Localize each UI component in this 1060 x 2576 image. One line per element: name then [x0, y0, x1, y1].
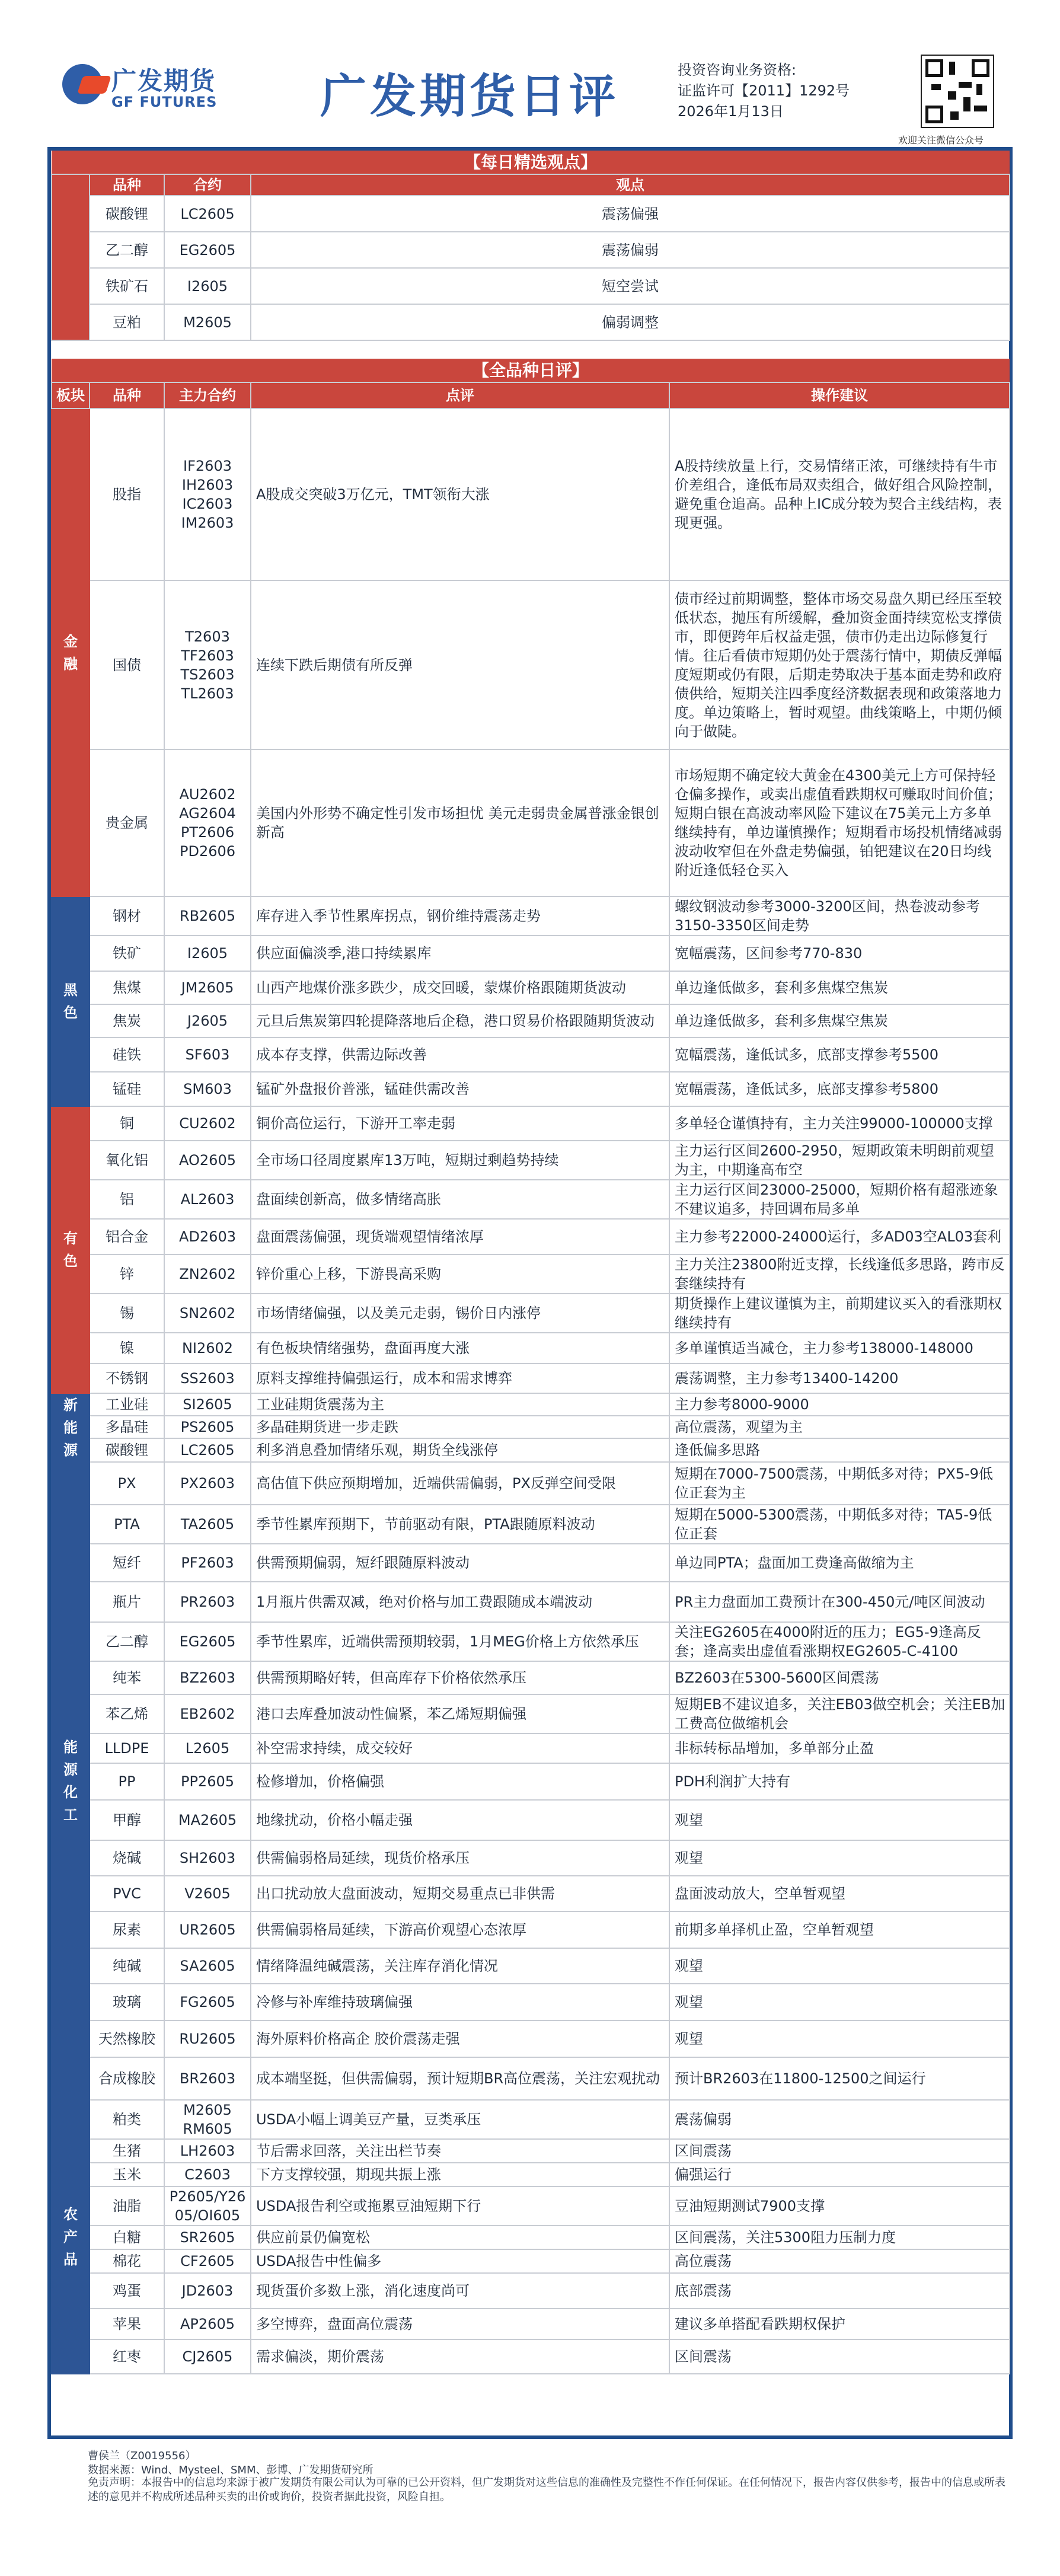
variety-row	[52, 1694, 1010, 1734]
comment-cell: USDA报告利空或拖累豆油短期下行	[251, 2186, 669, 2226]
comment-cell: 下方支撑较强，期现共振上涨	[251, 2163, 669, 2186]
code-cell: RB2605	[164, 896, 251, 936]
header-advice: 操作建议	[669, 382, 1010, 408]
name-cell: 白糖	[90, 2226, 164, 2249]
code-cell: PR2603	[164, 1582, 251, 1622]
all-title: 【全品种日评】	[52, 359, 1010, 382]
advice-cell: 前期多单择机止盈，空单暂观望	[669, 1911, 1010, 1948]
sector-cell-nonferrous	[52, 1106, 90, 1393]
advice-cell: 多单轻仓谨慎持有，主力关注99000-100000支撑	[669, 1106, 1010, 1141]
advice-cell: 螺纹钢波动参考3000-3200区间，热卷波动参考3150-3350区间走势	[669, 896, 1010, 936]
picks-header-code: 合约	[164, 174, 251, 196]
advice-cell: 主力参考8000-9000	[669, 1393, 1010, 1416]
variety-row	[52, 2163, 1010, 2186]
comment-cell: 连续下跌后期债有所反弹	[251, 580, 669, 749]
advice-cell: 观望	[669, 1840, 1010, 1876]
name-cell: 甲醇	[90, 1800, 164, 1840]
footer-disclaimer: 免责声明：本报告中的信息均来源于被广发期货有限公司认为可靠的已公开资料，但广发期货对这些信息的准确性及完整性不作任何保证。在任何情况下，报告内容仅供参考，报告中的信息或所表述的意见并不构成所述品种买卖的出价或询价，投资者据此投资，风险自担。	[88, 2476, 1005, 2503]
sector-cell-agri	[52, 2100, 90, 2374]
comment-cell: 供需偏弱格局延续，下游高价观望心态浓厚	[251, 1911, 669, 1948]
code-cell: NI2602	[164, 1333, 251, 1364]
code-cell: PP2605	[164, 1763, 251, 1800]
picks-header-name: 品种	[90, 174, 164, 196]
advice-cell: 高位震荡	[669, 2249, 1010, 2273]
variety-row	[52, 2139, 1010, 2163]
code-cell: SS2603	[164, 1364, 251, 1393]
name-cell: 股指	[90, 408, 164, 580]
comment-cell: 现货蛋价多数上涨，消化速度尚可	[251, 2273, 669, 2309]
advice-cell: 主力运行区间23000-25000，短期价格有超涨迹象不建议追多，持回调布局多单	[669, 1180, 1010, 1219]
variety-row	[52, 1106, 1010, 1141]
advice-cell: 主力参考22000-24000运行，多AD03空AL03套利	[669, 1219, 1010, 1255]
code-cell: AO2605	[164, 1141, 251, 1180]
name-cell: 多晶硅	[90, 1416, 164, 1438]
footer-author: 曹侯兰（Z0019556）	[88, 2450, 196, 2462]
view-cell: 偏弱调整	[251, 304, 1010, 340]
comment-cell: 供需偏弱格局延续，现货价格承压	[251, 1840, 669, 1876]
name-cell: 乙二醇	[90, 1622, 164, 1661]
logo-mark	[62, 64, 103, 104]
advice-cell: 盘面波动放大，空单暂观望	[669, 1876, 1010, 1911]
sector-label: 农产品	[63, 2206, 78, 2268]
code-cell: SA2605	[164, 1948, 251, 1984]
comment-cell: 港口去库叠加波动性偏紧，苯乙烯短期偏强	[251, 1694, 669, 1734]
page-title: 广发期货日评	[320, 70, 620, 123]
name-cell: 锡	[90, 1294, 164, 1333]
variety-row	[52, 1840, 1010, 1876]
code-cell: JD2603	[164, 2273, 251, 2309]
name-cell: 纯苯	[90, 1661, 164, 1694]
qr-caption: 欢迎关注微信公众号	[898, 135, 984, 146]
variety-row	[52, 1462, 1010, 1505]
advice-cell: 多单谨慎适当减仓，主力参考138000-148000	[669, 1333, 1010, 1364]
name-cell: 钢材	[90, 896, 164, 936]
sector-label: 能源化工	[63, 1739, 78, 1823]
comment-cell: 多空博弈，盘面高位震荡	[251, 2309, 669, 2339]
name-cell: PVC	[90, 1876, 164, 1911]
code-cell: C2603	[164, 2163, 251, 2186]
comment-cell: 美国内外形势不确定性引发市场担忧 美元走弱贵金属普涨金银创新高	[251, 749, 669, 896]
variety-row	[52, 1333, 1010, 1364]
sector-label: 新能源	[63, 1397, 78, 1458]
qr-code-icon	[921, 55, 994, 128]
advice-cell: A股持续放量上行，交易情绪正浓，可继续持有牛市价差组合，逢低布局双卖组合，做好组合风险控制，避免重仓追高。品种上IC成分较为契合主线结构，表现更强。	[669, 408, 1010, 580]
name-cell: 锌	[90, 1255, 164, 1294]
advice-cell: 观望	[669, 2020, 1010, 2057]
comment-cell: 铜价高位运行，下游开工率走弱	[251, 1106, 669, 1141]
variety-row	[52, 1393, 1010, 1416]
name-cell: 短纤	[90, 1544, 164, 1582]
name-cell: 烧碱	[90, 1840, 164, 1876]
code-cell: M2605	[164, 304, 251, 340]
name-cell: 苹果	[90, 2309, 164, 2339]
code-cell: PS2605	[164, 1416, 251, 1438]
code-cell: AP2605	[164, 2309, 251, 2339]
sector-cell-finance	[52, 408, 90, 896]
variety-row	[52, 2249, 1010, 2273]
comment-cell: 检修增加，价格偏强	[251, 1763, 669, 1800]
name-cell: PTA	[90, 1505, 164, 1544]
variety-row	[52, 1661, 1010, 1694]
code-cell: RU2605	[164, 2020, 251, 2057]
advice-cell: 区间震荡	[669, 2339, 1010, 2374]
code-cell: CJ2605	[164, 2339, 251, 2374]
variety-row	[52, 1505, 1010, 1544]
code-cell: P2605/Y26 05/OI605	[164, 2186, 251, 2226]
code-cell: EG2605	[164, 1622, 251, 1661]
name-cell: 红枣	[90, 2339, 164, 2374]
license-label: 投资咨询业务资格:	[678, 62, 797, 78]
comment-cell: 山西产地煤价涨多跌少，成交回暖，蒙煤价格跟随期货波动	[251, 971, 669, 1004]
advice-cell: 豆油短期测试7900支撑	[669, 2186, 1010, 2226]
variety-row	[52, 2186, 1010, 2226]
advice-cell: 单边逢低做多，套利多焦煤空焦炭	[669, 971, 1010, 1004]
name-cell: 铜	[90, 1106, 164, 1141]
picks-row	[52, 268, 1010, 304]
code-cell: CU2602	[164, 1106, 251, 1141]
code-cell: AL2603	[164, 1180, 251, 1219]
all-varieties-table	[51, 359, 1010, 2374]
variety-row	[52, 1294, 1010, 1333]
name-cell: 锰硅	[90, 1072, 164, 1106]
variety-row	[52, 1984, 1010, 2020]
comment-cell: 库存进入季节性累库拐点，钢价维持震荡走势	[251, 896, 669, 936]
variety-row	[52, 408, 1010, 580]
variety-row	[52, 896, 1010, 936]
variety-row	[52, 1948, 1010, 1984]
code-cell: JM2605	[164, 971, 251, 1004]
variety-row	[52, 1364, 1010, 1393]
advice-cell: 预计BR2603在11800-12500之间运行	[669, 2057, 1010, 2100]
picks-table	[51, 151, 1010, 341]
advice-cell: 偏强运行	[669, 2163, 1010, 2186]
name-cell: 棉花	[90, 2249, 164, 2273]
variety-row	[52, 1038, 1010, 1072]
sector-label: 有色	[63, 1230, 78, 1269]
variety-row	[52, 1180, 1010, 1219]
name-cell: 天然橡胶	[90, 2020, 164, 2057]
variety-row	[52, 1800, 1010, 1840]
comment-cell: 供应前景仍偏宽松	[251, 2226, 669, 2249]
code-cell: SH2603	[164, 1840, 251, 1876]
code-cell: SM603	[164, 1072, 251, 1106]
comment-cell: 工业硅期货震荡为主	[251, 1393, 669, 1416]
code-cell: SR2605	[164, 2226, 251, 2249]
code-cell: LH2603	[164, 2139, 251, 2163]
advice-cell: 建议多单搭配看跌期权保护	[669, 2309, 1010, 2339]
name-cell: 鸡蛋	[90, 2273, 164, 2309]
advice-cell: 债市经过前期调整，整体市场交易盘久期已经压至较低状态，抛压有所缓解，叠加资金面持续宽松支撑债市，即便跨年后权益走强，债市仍走出边际修复行情。往后看债市短期仍处于震荡行情中，期债反弹幅度短期或仍有限，后期走势取决于基本面走势和政府债供给，短期关注四季度经济数据表现和政策落地力度。单边策略上，暂时观望。曲线策略上，中期仍倾向于做陡。	[669, 580, 1010, 749]
advice-cell: 逢低偏多思路	[669, 1438, 1010, 1462]
name-cell: 合成橡胶	[90, 2057, 164, 2100]
comment-cell: 供应面偏淡季,港口持续累库	[251, 936, 669, 971]
variety-row	[52, 2057, 1010, 2100]
name-cell: 尿素	[90, 1911, 164, 1948]
code-cell: BR2603	[164, 2057, 251, 2100]
variety-row	[52, 1416, 1010, 1438]
sector-cell-energy	[52, 1462, 90, 2100]
code-cell: MA2605	[164, 1800, 251, 1840]
advice-cell: 底部震荡	[669, 2273, 1010, 2309]
variety-row	[52, 2100, 1010, 2139]
advice-cell: 非标转标品增加，多单部分止盈	[669, 1734, 1010, 1763]
comment-cell: 盘面续创新高，做多情绪高胀	[251, 1180, 669, 1219]
code-cell: AD2603	[164, 1219, 251, 1255]
comment-cell: 供需预期略好转，但高库存下价格依然承压	[251, 1661, 669, 1694]
header-comment: 点评	[251, 382, 669, 408]
variety-row	[52, 2020, 1010, 2057]
advice-cell: 宽幅震荡，区间参考770-830	[669, 936, 1010, 971]
advice-cell: 主力运行区间2600-2950，短期政策未明朗前观望为主，中期逢高布空	[669, 1141, 1010, 1180]
advice-cell: 短期EB不建议追多，关注EB03做空机会；关注EB加工费高位做缩机会	[669, 1694, 1010, 1734]
comment-cell: 季节性累库，近端供需预期较弱，1月MEG价格上方依然承压	[251, 1622, 669, 1661]
variety-row	[52, 749, 1010, 896]
advice-cell: 观望	[669, 1800, 1010, 1840]
name-cell: 苯乙烯	[90, 1694, 164, 1734]
name-cell: PX	[90, 1462, 164, 1505]
advice-cell: 宽幅震荡，逢低试多，底部支撑参考5500	[669, 1038, 1010, 1072]
code-cell: CF2605	[164, 2249, 251, 2273]
comment-cell: 1月瓶片供需双减，绝对价格与加工费跟随成本端波动	[251, 1582, 669, 1622]
sector-label: 金融	[63, 633, 78, 672]
variety-row	[52, 2309, 1010, 2339]
comment-cell: 锌价重心上移，下游畏高采购	[251, 1255, 669, 1294]
code-cell: FG2605	[164, 1984, 251, 2020]
picks-side-bar	[52, 174, 90, 340]
footer-source: 数据来源：Wind、Mysteel、SMM、彭博、广发期货研究所	[88, 2464, 373, 2476]
advice-cell: 观望	[669, 1984, 1010, 2020]
picks-row	[52, 304, 1010, 340]
name-cell: 玻璃	[90, 1984, 164, 2020]
code-cell: TA2605	[164, 1505, 251, 1544]
variety-row	[52, 1219, 1010, 1255]
name-cell: PP	[90, 1763, 164, 1800]
comment-cell: 供需预期偏弱，短纤跟随原料波动	[251, 1544, 669, 1582]
name-cell: 纯碱	[90, 1948, 164, 1984]
sector-cell-black	[52, 896, 90, 1106]
advice-cell: 宽幅震荡，逢低试多，底部支撑参考5800	[669, 1072, 1010, 1106]
license-number: 证监许可【2011】1292号	[678, 82, 850, 99]
name-cell: 生猪	[90, 2139, 164, 2163]
advice-cell: 短期在7000-7500震荡，中期低多对待；PX5-9低位正套为主	[669, 1462, 1010, 1505]
advice-cell: 短期在5000-5300震荡，中期低多对待；TA5-9低位正套	[669, 1505, 1010, 1544]
comment-cell: 多晶硅期货进一步走跌	[251, 1416, 669, 1438]
code-cell: I2605	[164, 268, 251, 304]
name-cell: 不锈钢	[90, 1364, 164, 1393]
code-cell: SI2605	[164, 1393, 251, 1416]
name-cell: 贵金属	[90, 749, 164, 896]
comment-cell: 海外原料价格高企 胶价震荡走强	[251, 2020, 669, 2057]
variety-row	[52, 1004, 1010, 1038]
code-cell: AU2602 AG2604 PT2606 PD2606	[164, 749, 251, 896]
comment-cell: 市场情绪偏强，以及美元走弱，锡价日内涨停	[251, 1294, 669, 1333]
name-cell: 国债	[90, 580, 164, 749]
code-cell: I2605	[164, 936, 251, 971]
name-cell: 铁矿	[90, 936, 164, 971]
logo-text-en: GF FUTURES	[111, 94, 218, 110]
advice-cell: 市场短期不确定较大黄金在4300美元上方可保持轻仓偏多操作，或卖出虚值看跌期权可赚取时间价值；短期白银在高波动率风险下建议在75美元上方多单继续持有，单边谨慎操作；短期看市场投机情绪减弱波动收窄但在外盘走势偏强，铂钯建议在20日均线附近逢低轻仓买入	[669, 749, 1010, 896]
advice-cell: 高位震荡，观望为主	[669, 1416, 1010, 1438]
name-cell: 玉米	[90, 2163, 164, 2186]
comment-cell: 节后需求回落，关注出栏节奏	[251, 2139, 669, 2163]
advice-cell: 震荡调整，主力参考13400-14200	[669, 1364, 1010, 1393]
variety-row	[52, 936, 1010, 971]
comment-cell: 元旦后焦炭第四轮提降落地后企稳，港口贸易价格跟随期货波动	[251, 1004, 669, 1038]
comment-cell: 季节性累库预期下，节前驱动有限，PTA跟随原料波动	[251, 1505, 669, 1544]
code-cell: SF603	[164, 1038, 251, 1072]
code-cell: M2605 RM605	[164, 2100, 251, 2139]
comment-cell: 情绪降温纯碱震荡，关注库存消化情况	[251, 1948, 669, 1984]
comment-cell: 高估值下供应预期增加，近端供需偏弱，PX反弹空间受限	[251, 1462, 669, 1505]
advice-cell: 单边同PTA；盘面加工费逢高做缩为主	[669, 1544, 1010, 1582]
variety-row	[52, 1763, 1010, 1800]
comment-cell: 补空需求持续，成交较好	[251, 1734, 669, 1763]
header-name: 品种	[90, 382, 164, 408]
advice-cell: 区间震荡，关注5300阻力压制力度	[669, 2226, 1010, 2249]
name-cell: 铁矿石	[90, 268, 164, 304]
comment-cell: 原料支撑维持偏强运行，成本和需求博弈	[251, 1364, 669, 1393]
code-cell: PF2603	[164, 1544, 251, 1582]
name-cell: 镍	[90, 1333, 164, 1364]
code-cell: UR2605	[164, 1911, 251, 1948]
code-cell: V2605	[164, 1876, 251, 1911]
advice-cell: PDH利润扩大持有	[669, 1763, 1010, 1800]
picks-row	[52, 196, 1010, 232]
code-cell: EG2605	[164, 232, 251, 268]
name-cell: LLDPE	[90, 1734, 164, 1763]
comment-cell: 有色板块情绪强势，盘面再度大涨	[251, 1333, 669, 1364]
advice-cell: BZ2603在5300-5600区间震荡	[669, 1661, 1010, 1694]
variety-row	[52, 1734, 1010, 1763]
variety-row	[52, 2226, 1010, 2249]
variety-row	[52, 2273, 1010, 2309]
picks-row	[52, 232, 1010, 268]
sector-cell-newenergy	[52, 1393, 90, 1462]
code-cell: EB2602	[164, 1694, 251, 1734]
variety-row	[52, 1141, 1010, 1180]
comment-cell: USDA报告中性偏多	[251, 2249, 669, 2273]
header-sector: 板块	[52, 382, 90, 408]
advice-cell: PR主力盘面加工费预计在300-450元/吨区间波动	[669, 1582, 1010, 1622]
comment-cell: 锰矿外盘报价普涨，锰硅供需改善	[251, 1072, 669, 1106]
advice-cell: 主力关注23800附近支撑，长线逢低多思路，跨市反套继续持有	[669, 1255, 1010, 1294]
comment-cell: 冷修与补库维持玻璃偏强	[251, 1984, 669, 2020]
comment-cell: 出口扰动放大盘面波动，短期交易重点已非供需	[251, 1876, 669, 1911]
report-date: 2026年1月13日	[678, 103, 784, 120]
code-cell: IF2603 IH2603 IC2603 IM2603	[164, 408, 251, 580]
name-cell: 油脂	[90, 2186, 164, 2226]
variety-row	[52, 2339, 1010, 2374]
comment-cell: 地缘扰动，价格小幅走强	[251, 1800, 669, 1840]
variety-row	[52, 1438, 1010, 1462]
name-cell: 瓶片	[90, 1582, 164, 1622]
variety-row	[52, 1255, 1010, 1294]
comment-cell: A股成交突破3万亿元，TMT领衔大涨	[251, 408, 669, 580]
variety-row	[52, 1544, 1010, 1582]
advice-cell: 震荡偏弱	[669, 2100, 1010, 2139]
advice-cell: 观望	[669, 1948, 1010, 1984]
name-cell: 焦煤	[90, 971, 164, 1004]
variety-row	[52, 971, 1010, 1004]
comment-cell: 成本存支撑，供需边际改善	[251, 1038, 669, 1072]
code-cell: BZ2603	[164, 1661, 251, 1694]
code-cell: ZN2602	[164, 1255, 251, 1294]
code-cell: J2605	[164, 1004, 251, 1038]
name-cell: 工业硅	[90, 1393, 164, 1416]
view-cell: 震荡偏弱	[251, 232, 1010, 268]
picks-title: 【每日精选观点】	[52, 151, 1010, 174]
code-cell: LC2605	[164, 196, 251, 232]
name-cell: 氧化铝	[90, 1141, 164, 1180]
comment-cell: 成本端坚挺，但供需偏弱，预计短期BR高位震荡，关注宏观扰动	[251, 2057, 669, 2100]
name-cell: 碳酸锂	[90, 1438, 164, 1462]
variety-row	[52, 580, 1010, 749]
name-cell: 铝合金	[90, 1219, 164, 1255]
advice-cell: 期货操作上建议谨慎为主，前期建议买入的看涨期权继续持有	[669, 1294, 1010, 1333]
header-code: 主力合约	[164, 382, 251, 408]
code-cell: LC2605	[164, 1438, 251, 1462]
comment-cell: 盘面震荡偏强，现货端观望情绪浓厚	[251, 1219, 669, 1255]
variety-row	[52, 1072, 1010, 1106]
comment-cell: 需求偏淡，期价震荡	[251, 2339, 669, 2374]
logo-text-cn: 广发期货	[111, 66, 216, 95]
name-cell: 粕类	[90, 2100, 164, 2139]
name-cell: 铝	[90, 1180, 164, 1219]
comment-cell: USDA小幅上调美豆产量，豆类承压	[251, 2100, 669, 2139]
code-cell: T2603 TF2603 TS2603 TL2603	[164, 580, 251, 749]
advice-cell: 区间震荡	[669, 2139, 1010, 2163]
variety-row	[52, 1582, 1010, 1622]
view-cell: 短空尝试	[251, 268, 1010, 304]
name-cell: 碳酸锂	[90, 196, 164, 232]
name-cell: 豆粕	[90, 304, 164, 340]
view-cell: 震荡偏强	[251, 196, 1010, 232]
name-cell: 乙二醇	[90, 232, 164, 268]
variety-row	[52, 1622, 1010, 1661]
code-cell: L2605	[164, 1734, 251, 1763]
advice-cell: 关注EG2605在4000附近的压力；EG5-9逢高反套；逢高卖出虚值看涨期权EG2605-C-4100	[669, 1622, 1010, 1661]
code-cell: PX2603	[164, 1462, 251, 1505]
variety-row	[52, 1911, 1010, 1948]
sector-label: 黑色	[63, 982, 78, 1021]
name-cell: 焦炭	[90, 1004, 164, 1038]
advice-cell: 单边逢低做多，套利多焦煤空焦炭	[669, 1004, 1010, 1038]
comment-cell: 全市场口径周度累库13万吨，短期过剩趋势持续	[251, 1141, 669, 1180]
code-cell: SN2602	[164, 1294, 251, 1333]
picks-header-view: 观点	[251, 174, 1010, 196]
name-cell: 硅铁	[90, 1038, 164, 1072]
variety-row	[52, 1876, 1010, 1911]
comment-cell: 利多消息叠加情绪乐观，期货全线涨停	[251, 1438, 669, 1462]
